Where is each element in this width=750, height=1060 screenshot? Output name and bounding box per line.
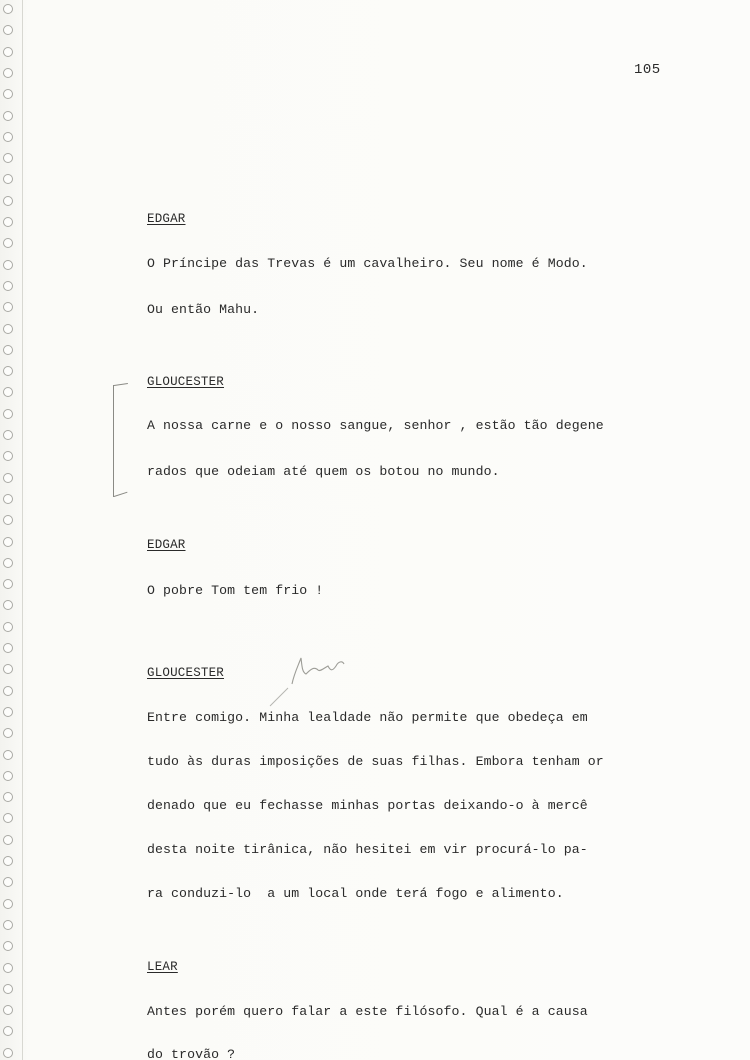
speaker-name: GLOUCESTER: [147, 375, 225, 389]
punch-hole: [3, 409, 13, 419]
punch-hole: [3, 899, 13, 909]
punch-hole: [3, 387, 13, 397]
punch-hole: [3, 622, 13, 632]
punch-hole: [3, 537, 13, 547]
speaker-name: EDGAR: [147, 212, 186, 226]
punch-hole: [3, 1026, 13, 1036]
dialogue-line: Entre comigo. Minha lealdade não permite que obedeça em: [147, 710, 588, 725]
dialogue-line: Ou então Mahu.: [147, 302, 260, 317]
punch-hole: [3, 813, 13, 823]
punch-hole: [3, 132, 13, 142]
punch-hole: [3, 153, 13, 163]
punch-hole: [3, 728, 13, 738]
punch-hole: [3, 856, 13, 866]
punch-hole: [3, 515, 13, 525]
punch-hole: [3, 217, 13, 227]
punch-hole: [3, 941, 13, 951]
punch-hole: [3, 4, 13, 14]
dialogue-line: ra conduzi-lo a um local onde terá fogo e alimento.: [147, 886, 564, 901]
punch-hole: [3, 451, 13, 461]
punch-hole: [3, 196, 13, 206]
margin-bracket: [113, 385, 126, 497]
punch-hole: [3, 771, 13, 781]
dialogue-line: rados que odeiam até quem os botou no mundo.: [147, 464, 500, 479]
punch-hole: [3, 579, 13, 589]
punch-hole: [3, 1048, 13, 1058]
punch-hole: [3, 707, 13, 717]
punch-hole: [3, 984, 13, 994]
handwritten-note: [268, 644, 348, 714]
punch-hole: [3, 25, 13, 35]
binding-strip: [0, 0, 23, 1060]
speaker-name: EDGAR: [147, 538, 186, 552]
punch-hole: [3, 664, 13, 674]
speaker-name: LEAR: [147, 960, 178, 974]
dialogue-line: O pobre Tom tem frio !: [147, 583, 324, 598]
punch-hole: [3, 324, 13, 334]
speaker-name: GLOUCESTER: [147, 666, 225, 680]
punch-hole: [3, 281, 13, 291]
punch-hole: [3, 920, 13, 930]
punch-hole: [3, 345, 13, 355]
punch-hole: [3, 792, 13, 802]
dialogue-line: Antes porém quero falar a este filósofo. Qual é a causa: [147, 1004, 588, 1019]
punch-hole: [3, 47, 13, 57]
punch-hole: [3, 430, 13, 440]
page-number: 105: [634, 62, 661, 78]
punch-hole: [3, 1005, 13, 1015]
punch-hole: [3, 238, 13, 248]
punch-hole: [3, 558, 13, 568]
punch-hole: [3, 473, 13, 483]
punch-hole: [3, 260, 13, 270]
dialogue-line: O Príncipe das Trevas é um cavalheiro. Seu nome é Modo.: [147, 256, 588, 271]
punch-hole: [3, 686, 13, 696]
dialogue-line: denado que eu fechasse minhas portas deixando-o à mercê: [147, 798, 588, 813]
punch-hole: [3, 750, 13, 760]
dialogue-line: desta noite tirânica, não hesitei em vir procurá-lo pa-: [147, 842, 588, 857]
dialogue-line: tudo às duras imposições de suas filhas. Embora tenham or: [147, 754, 604, 769]
punch-hole: [3, 174, 13, 184]
punch-hole: [3, 600, 13, 610]
dialogue-line: A nossa carne e o nosso sangue, senhor , estão tão degene: [147, 418, 604, 433]
punch-hole: [3, 963, 13, 973]
punch-hole: [3, 302, 13, 312]
punch-hole: [3, 366, 13, 376]
punch-hole: [3, 877, 13, 887]
punch-hole: [3, 835, 13, 845]
punch-hole: [3, 111, 13, 121]
punch-hole: [3, 494, 13, 504]
punch-hole: [3, 89, 13, 99]
dialogue-line: do trovão ?: [147, 1047, 236, 1060]
punch-hole: [3, 68, 13, 78]
punch-hole: [3, 643, 13, 653]
